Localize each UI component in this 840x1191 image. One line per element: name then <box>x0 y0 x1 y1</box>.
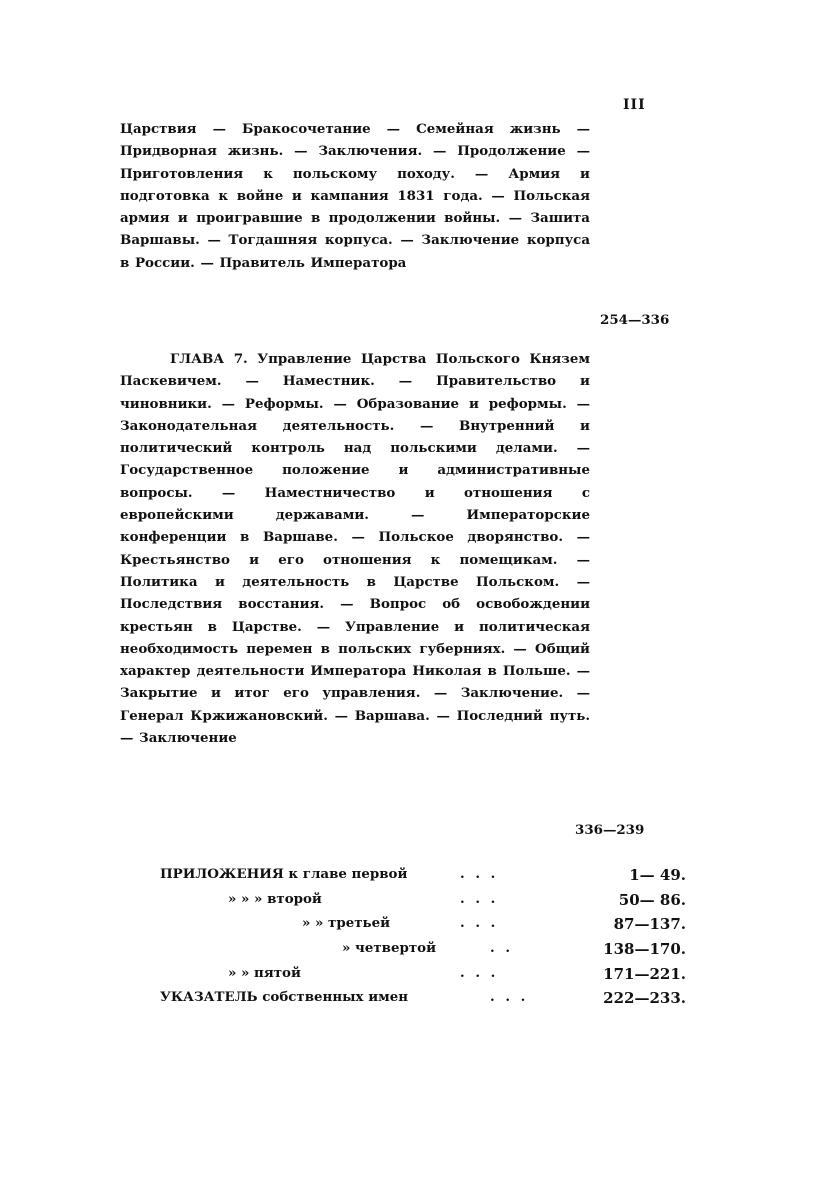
appendix-list <box>160 864 686 1012</box>
toc-pages: 171—221. <box>603 964 686 983</box>
toc-leader: . . . <box>490 989 529 1006</box>
page-range: 336—239 <box>575 822 645 838</box>
toc-pages: 1— 49. <box>629 866 686 884</box>
toc-row <box>160 938 686 963</box>
chapter-summary-paragraph <box>120 118 590 274</box>
toc-label: » » третьей <box>302 915 391 932</box>
toc-pages: 138—170. <box>603 940 686 959</box>
toc-leader: . . . <box>460 964 499 981</box>
toc-row <box>160 963 686 988</box>
toc-leader: . . . <box>460 890 499 907</box>
toc-pages: 50— 86. <box>618 890 686 909</box>
toc-leader: . . . <box>460 866 499 882</box>
page-range: 254—336 <box>600 312 670 328</box>
toc-leader: . . . <box>460 915 499 932</box>
toc-label: » » » второй <box>228 890 322 907</box>
toc-row <box>160 889 686 914</box>
toc-label: » четвертой <box>342 940 436 957</box>
toc-label: ПРИЛОЖЕНИЯ к главе первой <box>160 866 408 882</box>
toc-pages: 87—137. <box>613 915 686 934</box>
chapter-summary-paragraph <box>120 348 590 749</box>
toc-leader: . . <box>490 940 513 957</box>
toc-row <box>160 987 686 1012</box>
toc-pages: 222—233. <box>603 989 686 1008</box>
toc-row <box>160 864 686 889</box>
paragraph-text: Царствия — Бракосочетание — Семейная жизнь — Придворная жизнь. — Заключения. — Продолжение — Приготовления к польскому походу. — Армия и подготовка к войне и кампания 1831 года. — Польская армия и проигравшие в продолжении войны. — Зашита Варшавы. — Тогдашняя корпуса. — Заключение корпуса в России. — Правитель Императора <box>120 121 590 271</box>
toc-row <box>160 913 686 938</box>
page-number: III <box>623 97 646 113</box>
toc-label: » » пятой <box>228 964 301 981</box>
toc-label: УКАЗАТЕЛЬ собственных имен <box>160 989 409 1006</box>
paragraph-text: ГЛАВА 7. Управление Царства Польского Князем Паскевичем. — Наместник. — Правительство и чиновники. — Реформы. — Образование и реформы. — Законодательная деятельность. — Внутренний и политический контроль над польскими делами. — Государственное положение и административные вопросы. — Наместничество и отношения с европейскими державами. — Императорские конференции в Варшаве. — Польское дворянство. — Крестьянство и его отношения к помещикам. — Политика и деятельность в Царстве Польском. — Последствия восстания. — Вопрос об освобождении крестьян в Царстве. — Управление и политическая необходимость перемен в польских губерниях. — Общий характер деятельности Императора Николая в Польше. — Закрытие и итог его управления. — Заключение. — Генерал Кржижановский. — Варшава. — Последний путь. — Заключение <box>120 351 590 747</box>
